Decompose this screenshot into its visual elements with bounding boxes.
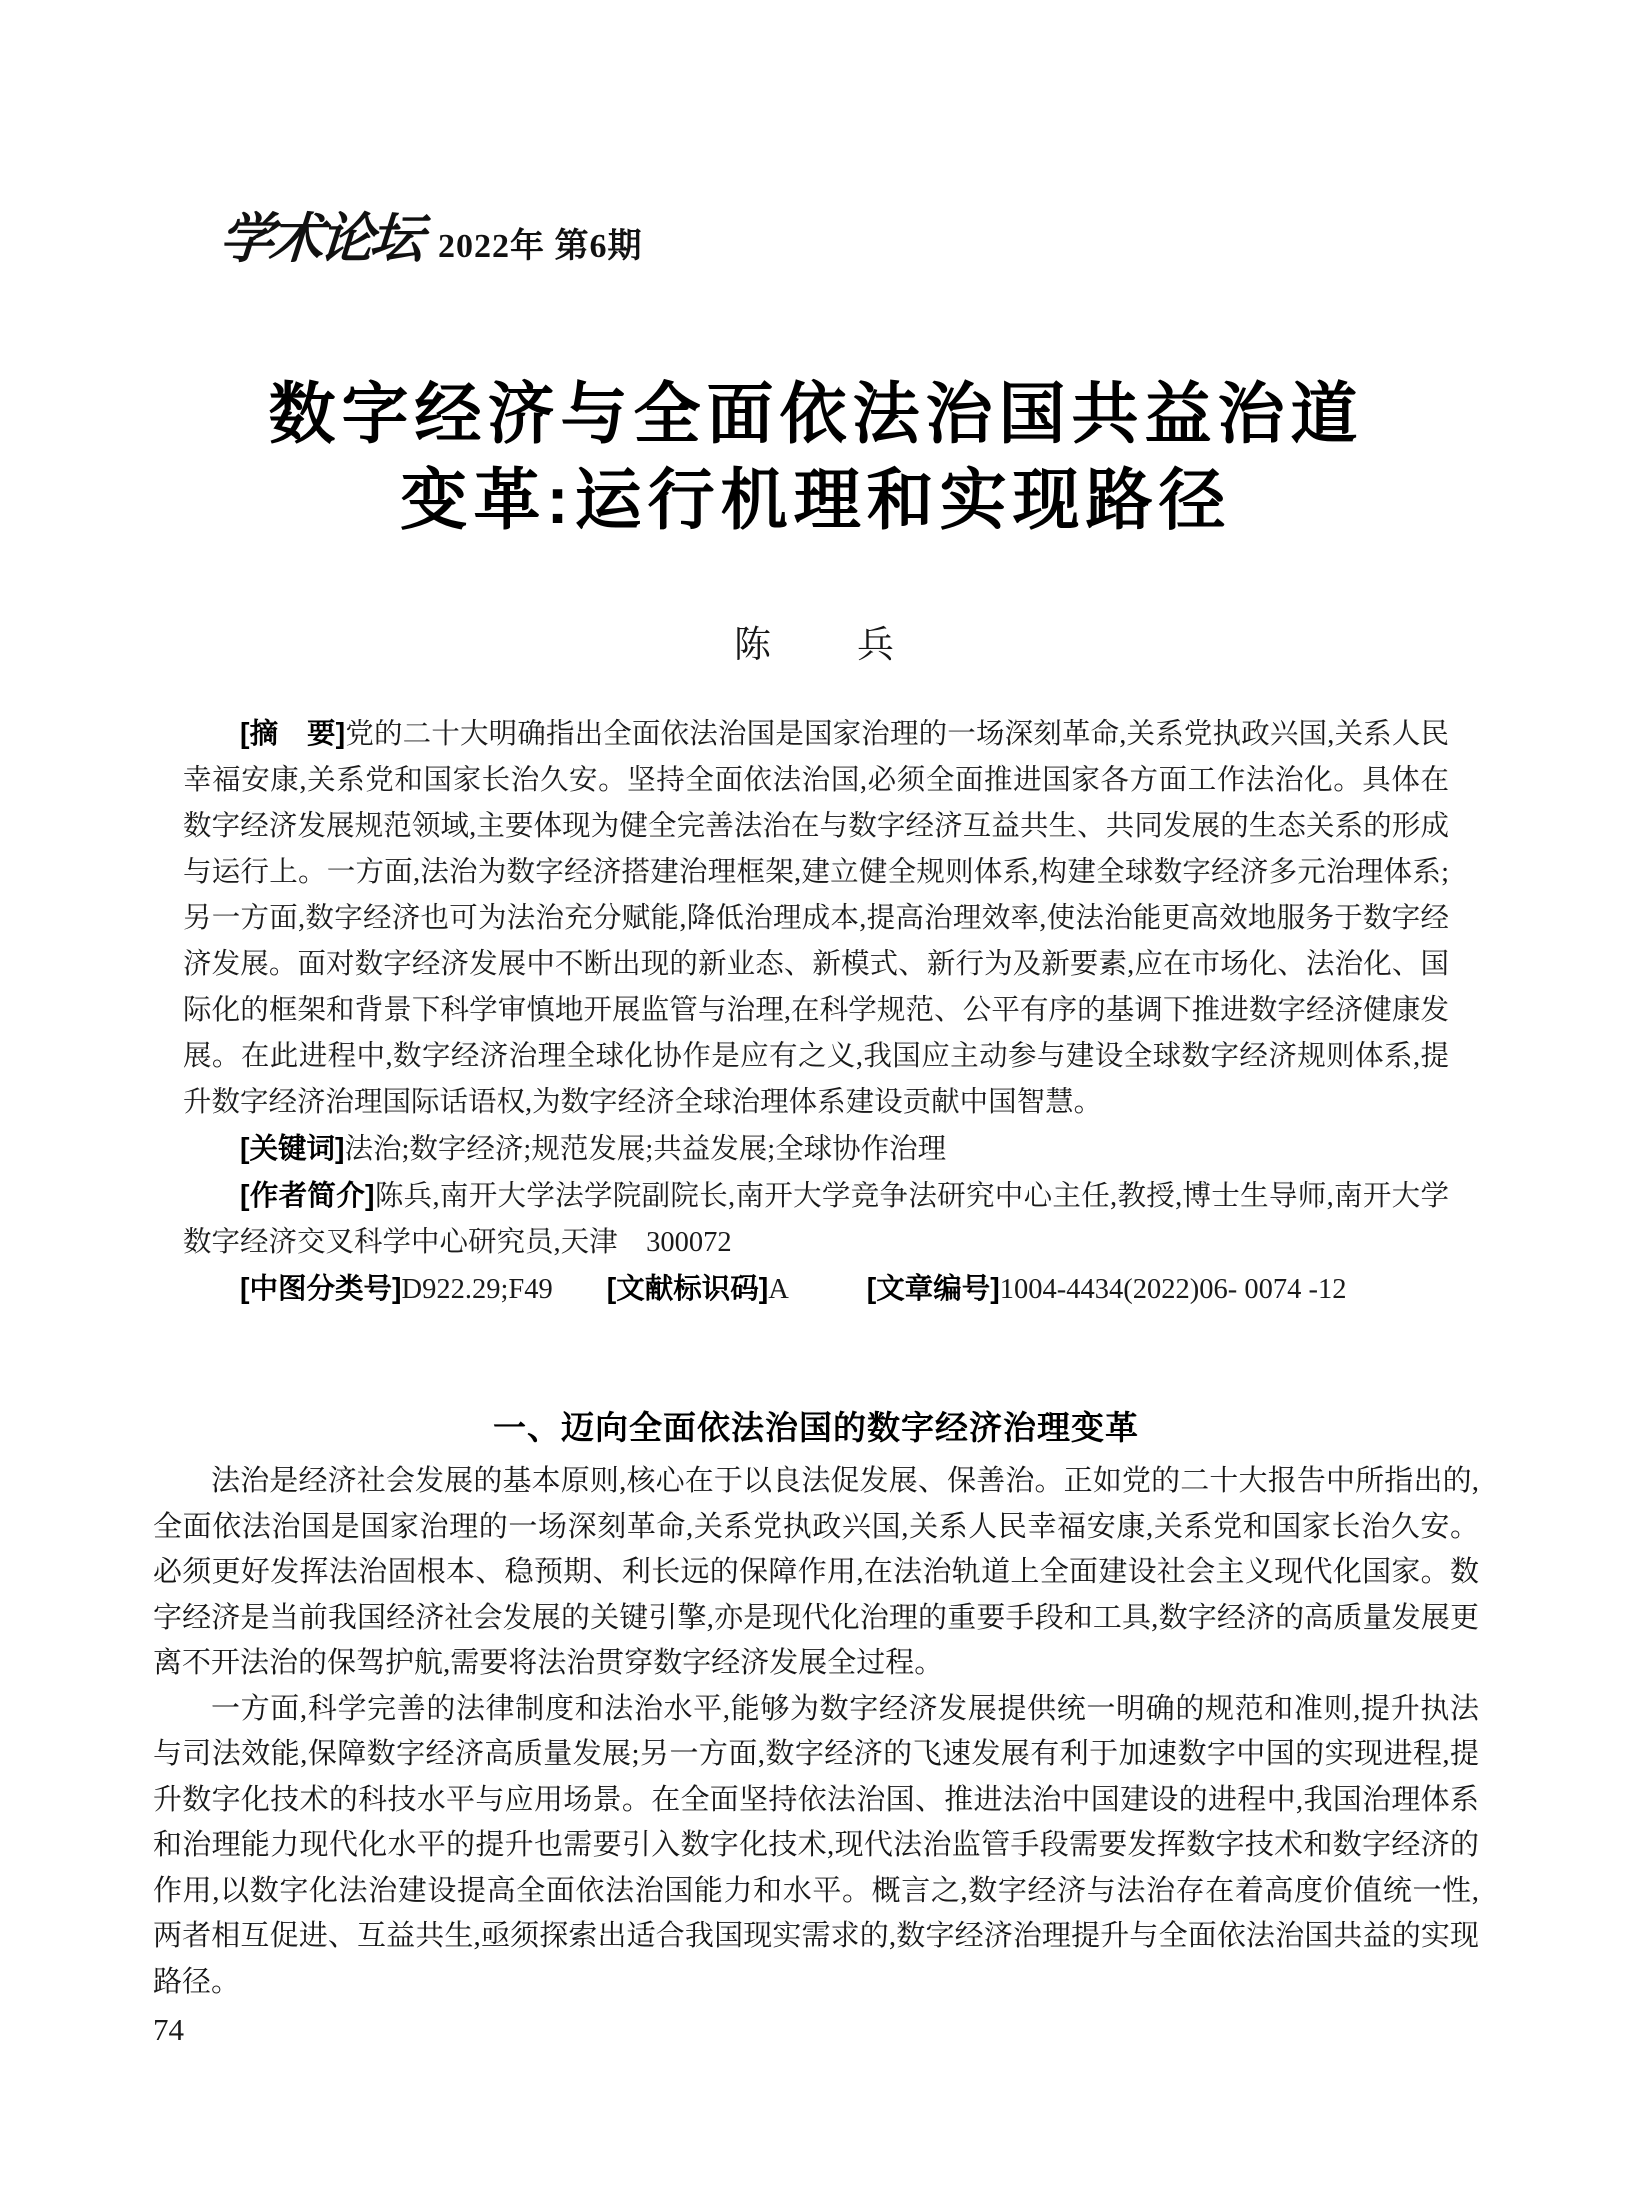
article-title-line2: 变革:运行机理和实现路径: [400, 463, 1232, 538]
body-paragraph-1: 法治是经济社会发展的基本原则,核心在于以良法促发展、保善治。正如党的二十大报告中所指出的,全面依法治国是国家治理的一场深刻革命,关系党执政兴国,关系人民幸福安康,关系党和国家长治久安。必须更好发挥法治固根本、稳预期、利长远的保障作用,在法治轨道上全面建设社会主义现代化国家。数字经济是当前我国经济社会发展的关键引擎,亦是现代化治理的重要手段和工具,数字经济的高质量发展更离不开法治的保驾护航,需要将法治贯穿数字经济发展全过程。: [153, 1465, 1479, 1679]
page-number: 74: [153, 2012, 184, 2047]
article-id-value: 1004-4434(2022)06- 0074 -12: [999, 1274, 1347, 1305]
abstract-label: [摘 要]: [240, 718, 346, 750]
abstract-paragraph: [183, 711, 1449, 1126]
doc-code-value: A: [768, 1274, 789, 1305]
author-bio: [183, 1173, 1449, 1266]
doc-code-group: [607, 1274, 789, 1305]
journal-logo: 学术论坛: [217, 206, 422, 270]
keywords-label: [关键词]: [240, 1133, 345, 1165]
body-paragraph-2: 一方面,科学完善的法律制度和法治水平,能够为数字经济发展提供统一明确的规范和准则,提升执法与司法效能,保障数字经济高质量发展;另一方面,数字经济的飞速发展有利于加速数字中国的实现进程,提升数字化技术的科技水平与应用场景。在全面坚持依法治国、推进法治中国建设的进程中,我国治理体系和治理能力现代化水平的提升也需要引入数字化技术,现代法治监管手段需要发挥数字技术和数字经济的作用,以数字化法治建设提高全面依法治国能力和水平。概言之,数字经济与法治存在着高度价值统一性,两者相互促进、互益共生,亟须探索出适合我国现实需求的,数字经济治理提升与全面依法治国共益的实现路径。: [153, 1692, 1479, 1998]
article-author: 陈 兵: [734, 625, 898, 666]
classification-line: [183, 1266, 1449, 1313]
keywords-text: 法治;数字经济;规范发展;共益发展;全球协作治理: [344, 1134, 947, 1165]
doc-code-label: [文献标识码]: [606, 1273, 769, 1305]
article-title: [0, 372, 1632, 544]
masthead: [217, 196, 643, 273]
abstract-text: 党的二十大明确指出全面依法治国是国家治理的一场深刻革命,关系党执政兴国,关系人民幸福安康,关系党和国家长治久安。坚持全面依法治国,必须全面推进国家各方面工作法治化。具体在数字经济发展规范领域,主要体现为健全完善法治在与数字经济互益共生、共同发展的生态关系的形成与运行上。一方面,法治为数字经济搭建治理框架,建立健全规则体系,构建全球数字经济多元治理体系;另一方面,数字经济也可为法治充分赋能,降低治理成本,提高治理效率,使法治能更高效地服务于数字经济发展。面对数字经济发展中不断出现的新业态、新模式、新行为及新要素,应在市场化、法治化、国际化的框架和背景下科学审慎地开展监管与治理,在科学规范、公平有序的基调下推进数字经济健康发展。在此进程中,数字经济治理全球化协作是应有之义,我国应主动参与建设全球数字经济规则体系,提升数字经济治理国际话语权,为数字经济全球治理体系建设贡献中国智慧。: [183, 719, 1450, 1118]
journal-issue: 2022年 第6期: [438, 228, 643, 265]
article-title-line1: 数字经济与全面依法治国共益治道: [268, 377, 1364, 452]
keywords-line: [183, 1126, 1449, 1173]
author-bio-text: 陈兵,南开大学法学院副院长,南开大学竞争法研究中心主任,教授,博士生导师,南开大学数字经济交叉科学中心研究员,天津 300072: [183, 1181, 1449, 1258]
clc-group: [240, 1274, 553, 1305]
article-id-label: [文章编号]: [866, 1273, 1000, 1305]
section-heading-1: 一、迈向全面依法治国的数字经济治理变革: [493, 1409, 1139, 1446]
article-body: [153, 1459, 1479, 2005]
author-bio-label: [作者简介]: [240, 1180, 375, 1212]
clc-label: [中图分类号]: [240, 1273, 402, 1305]
front-matter: [183, 711, 1449, 1313]
clc-value: D922.29;F49: [401, 1274, 553, 1305]
article-id-group: [867, 1274, 1347, 1305]
